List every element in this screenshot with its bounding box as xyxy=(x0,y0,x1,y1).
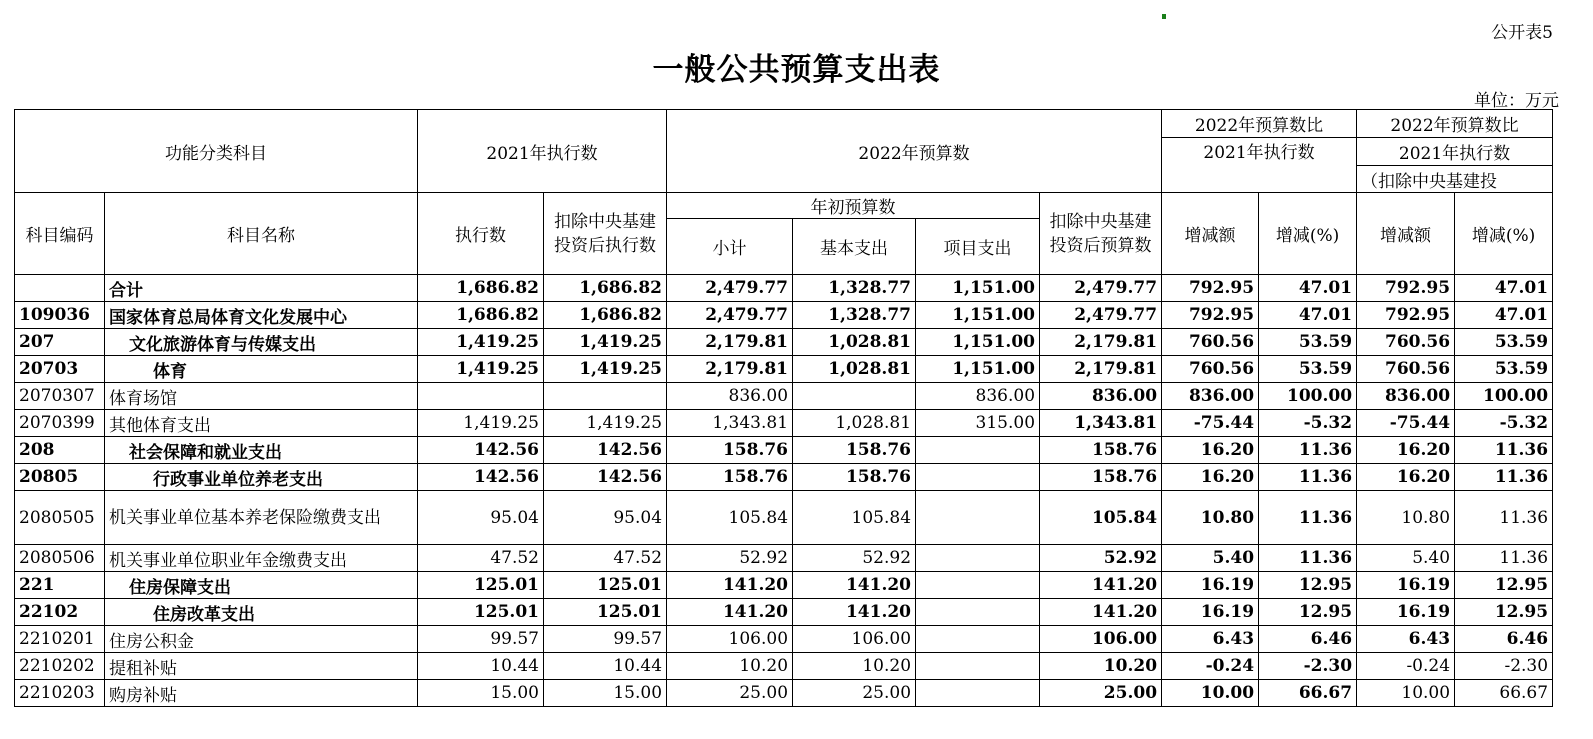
cell-exec-excl: 99.57 xyxy=(544,626,667,653)
cell-project xyxy=(916,545,1040,572)
cell-inc-amt-1: 16.19 xyxy=(1162,599,1259,626)
cell-basic: 25.00 xyxy=(793,680,916,707)
cell-exec-excl: 125.01 xyxy=(544,599,667,626)
cell-name: 其他体育支出 xyxy=(105,410,418,437)
cell-exec-excl: 1,419.25 xyxy=(544,329,667,356)
header-inc-pct-2: 增减(%) xyxy=(1455,193,1553,275)
cell-inc-amt-2: -75.44 xyxy=(1357,410,1455,437)
cell-inc-amt-2: 760.56 xyxy=(1357,329,1455,356)
header-inc-amt-2: 增减额 xyxy=(1357,193,1455,275)
cell-inc-pct-2: 47.01 xyxy=(1455,275,1553,302)
cell-budget-excl: 2,179.81 xyxy=(1040,356,1162,383)
cell-exec: 1,419.25 xyxy=(418,356,544,383)
cell-inc-pct-2: 47.01 xyxy=(1455,302,1553,329)
cell-inc-pct-1: 12.95 xyxy=(1259,572,1357,599)
cell-exec: 99.57 xyxy=(418,626,544,653)
cell-name: 社会保障和就业支出 xyxy=(105,437,418,464)
cell-inc-amt-2: 16.20 xyxy=(1357,464,1455,491)
cell-inc-pct-1: 47.01 xyxy=(1259,302,1357,329)
cell-exec: 1,419.25 xyxy=(418,410,544,437)
cell-project: 1,151.00 xyxy=(916,275,1040,302)
cell-name: 住房保障支出 xyxy=(105,572,418,599)
cell-budget-excl: 158.76 xyxy=(1040,437,1162,464)
cell-inc-pct-1: 12.95 xyxy=(1259,599,1357,626)
cell-budget-excl: 52.92 xyxy=(1040,545,1162,572)
cell-budget-excl: 106.00 xyxy=(1040,626,1162,653)
cell-subtotal: 158.76 xyxy=(667,464,793,491)
cell-name: 机关事业单位职业年金缴费支出 xyxy=(105,545,418,572)
cell-code: 22102 xyxy=(15,599,105,626)
cell-name: 合计 xyxy=(105,275,418,302)
cell-exec: 1,686.82 xyxy=(418,275,544,302)
cell-inc-amt-1: -0.24 xyxy=(1162,653,1259,680)
table-row xyxy=(15,383,1553,410)
header-compare1-line1: 2022年预算数比 xyxy=(1162,110,1357,138)
cell-inc-pct-1: 53.59 xyxy=(1259,329,1357,356)
table-row xyxy=(15,653,1553,680)
cell-inc-pct-1: -5.32 xyxy=(1259,410,1357,437)
cell-subtotal: 2,179.81 xyxy=(667,329,793,356)
cell-code: 2070307 xyxy=(15,383,105,410)
cell-basic: 1,328.77 xyxy=(793,302,916,329)
cell-exec: 1,686.82 xyxy=(418,302,544,329)
cell-name: 体育场馆 xyxy=(105,383,418,410)
cell-exec xyxy=(418,383,544,410)
cell-inc-pct-1: 100.00 xyxy=(1259,383,1357,410)
cell-basic: 1,028.81 xyxy=(793,410,916,437)
cell-code: 221 xyxy=(15,572,105,599)
cell-inc-amt-1: 792.95 xyxy=(1162,302,1259,329)
cell-inc-amt-2: 10.00 xyxy=(1357,680,1455,707)
table-row xyxy=(15,491,1553,545)
cell-inc-pct-2: 53.59 xyxy=(1455,356,1553,383)
table-row xyxy=(15,356,1553,383)
cell-subtotal: 1,343.81 xyxy=(667,410,793,437)
cell-subtotal: 105.84 xyxy=(667,491,793,545)
cell-exec: 142.56 xyxy=(418,437,544,464)
cell-project xyxy=(916,437,1040,464)
cell-project xyxy=(916,680,1040,707)
header-basic: 基本支出 xyxy=(793,219,916,275)
cell-name: 住房公积金 xyxy=(105,626,418,653)
cell-inc-pct-2: 11.36 xyxy=(1455,545,1553,572)
cell-inc-pct-2: 12.95 xyxy=(1455,599,1553,626)
cell-exec-excl: 1,686.82 xyxy=(544,275,667,302)
cell-budget-excl: 141.20 xyxy=(1040,572,1162,599)
cell-exec-excl: 15.00 xyxy=(544,680,667,707)
cell-inc-amt-1: 6.43 xyxy=(1162,626,1259,653)
page-title: 一般公共预算支出表 xyxy=(652,52,941,88)
cell-code: 2070399 xyxy=(15,410,105,437)
table-row xyxy=(15,302,1553,329)
cell-subtotal: 52.92 xyxy=(667,545,793,572)
cell-subtotal: 141.20 xyxy=(667,572,793,599)
cell-inc-pct-2: 6.46 xyxy=(1455,626,1553,653)
cell-exec: 95.04 xyxy=(418,491,544,545)
header-name: 科目名称 xyxy=(105,193,418,275)
cell-inc-amt-2: 10.80 xyxy=(1357,491,1455,545)
cell-inc-amt-1: 10.00 xyxy=(1162,680,1259,707)
table-row xyxy=(15,572,1553,599)
cell-inc-amt-2: 760.56 xyxy=(1357,356,1455,383)
cell-exec: 125.01 xyxy=(418,599,544,626)
table-row xyxy=(15,626,1553,653)
header-compare1-line2: 2021年执行数 xyxy=(1162,138,1357,193)
cell-exec: 47.52 xyxy=(418,545,544,572)
cell-exec-excl: 1,419.25 xyxy=(544,356,667,383)
cell-inc-amt-1: 760.56 xyxy=(1162,356,1259,383)
cell-inc-pct-2: -5.32 xyxy=(1455,410,1553,437)
cell-name: 行政事业单位养老支出 xyxy=(105,464,418,491)
cell-inc-amt-1: 16.19 xyxy=(1162,572,1259,599)
cell-budget-excl: 1,343.81 xyxy=(1040,410,1162,437)
cell-budget-excl: 2,479.77 xyxy=(1040,302,1162,329)
cell-inc-amt-1: -75.44 xyxy=(1162,410,1259,437)
cell-basic xyxy=(793,383,916,410)
cell-inc-amt-2: 836.00 xyxy=(1357,383,1455,410)
cell-inc-amt-1: 5.40 xyxy=(1162,545,1259,572)
green-corner-mark xyxy=(1162,14,1166,19)
cell-exec: 1,419.25 xyxy=(418,329,544,356)
table-row xyxy=(15,680,1553,707)
cell-inc-amt-2: 16.19 xyxy=(1357,599,1455,626)
cell-code xyxy=(15,275,105,302)
cell-exec-excl: 1,419.25 xyxy=(544,410,667,437)
cell-subtotal: 25.00 xyxy=(667,680,793,707)
cell-inc-pct-1: 47.01 xyxy=(1259,275,1357,302)
table-row xyxy=(15,437,1553,464)
cell-exec-excl: 142.56 xyxy=(544,464,667,491)
cell-project: 1,151.00 xyxy=(916,329,1040,356)
cell-basic: 158.76 xyxy=(793,437,916,464)
table-row xyxy=(15,329,1553,356)
cell-name: 机关事业单位基本养老保险缴费支出 xyxy=(105,491,418,545)
header-inc-pct-1: 增减(%) xyxy=(1259,193,1357,275)
header-initial-budget: 年初预算数 xyxy=(667,193,1040,219)
header-func-category: 功能分类科目 xyxy=(15,110,418,193)
cell-budget-excl: 10.20 xyxy=(1040,653,1162,680)
cell-code: 208 xyxy=(15,437,105,464)
cell-basic: 141.20 xyxy=(793,572,916,599)
cell-inc-amt-1: 792.95 xyxy=(1162,275,1259,302)
cell-subtotal: 2,179.81 xyxy=(667,356,793,383)
cell-code: 20805 xyxy=(15,464,105,491)
public-table-label: 公开表5 xyxy=(1491,23,1553,43)
cell-subtotal: 2,479.77 xyxy=(667,302,793,329)
table-row xyxy=(15,599,1553,626)
cell-name: 体育 xyxy=(105,356,418,383)
header-inc-amt-1: 增减额 xyxy=(1162,193,1259,275)
cell-budget-excl: 105.84 xyxy=(1040,491,1162,545)
cell-inc-pct-1: 11.36 xyxy=(1259,491,1357,545)
cell-project xyxy=(916,626,1040,653)
cell-name: 提租补贴 xyxy=(105,653,418,680)
cell-project: 1,151.00 xyxy=(916,356,1040,383)
header-subtotal: 小计 xyxy=(667,219,793,275)
cell-basic: 1,328.77 xyxy=(793,275,916,302)
cell-inc-pct-2: 66.67 xyxy=(1455,680,1553,707)
cell-inc-amt-2: -0.24 xyxy=(1357,653,1455,680)
cell-exec-excl xyxy=(544,383,667,410)
cell-inc-pct-1: 11.36 xyxy=(1259,464,1357,491)
cell-inc-amt-2: 5.40 xyxy=(1357,545,1455,572)
cell-name: 住房改革支出 xyxy=(105,599,418,626)
cell-inc-pct-2: -2.30 xyxy=(1455,653,1553,680)
header-compare2-line1: 2022年预算数比 xyxy=(1357,110,1553,138)
table-row xyxy=(15,275,1553,302)
cell-basic: 105.84 xyxy=(793,491,916,545)
cell-inc-pct-1: 53.59 xyxy=(1259,356,1357,383)
cell-inc-amt-2: 792.95 xyxy=(1357,275,1455,302)
cell-project xyxy=(916,599,1040,626)
cell-basic: 158.76 xyxy=(793,464,916,491)
cell-code: 2210203 xyxy=(15,680,105,707)
cell-inc-pct-1: 6.46 xyxy=(1259,626,1357,653)
cell-project: 836.00 xyxy=(916,383,1040,410)
cell-code: 109036 xyxy=(15,302,105,329)
cell-exec: 15.00 xyxy=(418,680,544,707)
header-exec-2021: 2021年执行数 xyxy=(418,110,667,193)
cell-code: 2210201 xyxy=(15,626,105,653)
cell-project: 1,151.00 xyxy=(916,302,1040,329)
header-exec-excl: 扣除中央基建投资后执行数 xyxy=(544,193,667,275)
header-compare2-line2: 2021年执行数 xyxy=(1357,138,1553,166)
cell-budget-excl: 25.00 xyxy=(1040,680,1162,707)
cell-inc-amt-1: 10.80 xyxy=(1162,491,1259,545)
cell-code: 20703 xyxy=(15,356,105,383)
cell-budget-excl: 158.76 xyxy=(1040,464,1162,491)
cell-inc-pct-2: 12.95 xyxy=(1455,572,1553,599)
cell-exec: 142.56 xyxy=(418,464,544,491)
cell-exec-excl: 47.52 xyxy=(544,545,667,572)
cell-name: 文化旅游体育与传媒支出 xyxy=(105,329,418,356)
unit-label: 单位：万元 xyxy=(1474,91,1559,111)
cell-exec-excl: 142.56 xyxy=(544,437,667,464)
table-row xyxy=(15,410,1553,437)
header-compare2-line3: （扣除中央基建投 xyxy=(1357,166,1553,193)
cell-inc-amt-2: 6.43 xyxy=(1357,626,1455,653)
cell-basic: 106.00 xyxy=(793,626,916,653)
cell-inc-amt-2: 16.19 xyxy=(1357,572,1455,599)
header-budget-2022: 2022年预算数 xyxy=(667,110,1162,193)
cell-exec-excl: 1,686.82 xyxy=(544,302,667,329)
cell-exec: 125.01 xyxy=(418,572,544,599)
cell-budget-excl: 836.00 xyxy=(1040,383,1162,410)
cell-basic: 10.20 xyxy=(793,653,916,680)
cell-code: 207 xyxy=(15,329,105,356)
header-project: 项目支出 xyxy=(916,219,1040,275)
budget-table xyxy=(14,109,1553,707)
cell-subtotal: 141.20 xyxy=(667,599,793,626)
cell-project: 315.00 xyxy=(916,410,1040,437)
cell-budget-excl: 141.20 xyxy=(1040,599,1162,626)
header-exec: 执行数 xyxy=(418,193,544,275)
cell-project xyxy=(916,572,1040,599)
cell-inc-amt-1: 16.20 xyxy=(1162,437,1259,464)
cell-inc-amt-1: 16.20 xyxy=(1162,464,1259,491)
cell-subtotal: 2,479.77 xyxy=(667,275,793,302)
cell-basic: 141.20 xyxy=(793,599,916,626)
cell-inc-pct-2: 11.36 xyxy=(1455,464,1553,491)
cell-basic: 1,028.81 xyxy=(793,329,916,356)
cell-inc-pct-2: 11.36 xyxy=(1455,491,1553,545)
cell-code: 2080505 xyxy=(15,491,105,545)
header-budget-excl: 扣除中央基建投资后预算数 xyxy=(1040,193,1162,275)
cell-exec-excl: 95.04 xyxy=(544,491,667,545)
cell-basic: 52.92 xyxy=(793,545,916,572)
cell-name: 购房补贴 xyxy=(105,680,418,707)
header-code: 科目编码 xyxy=(15,193,105,275)
cell-inc-pct-2: 53.59 xyxy=(1455,329,1553,356)
cell-exec: 10.44 xyxy=(418,653,544,680)
cell-inc-pct-2: 11.36 xyxy=(1455,437,1553,464)
cell-name: 国家体育总局体育文化发展中心 xyxy=(105,302,418,329)
cell-inc-amt-2: 792.95 xyxy=(1357,302,1455,329)
cell-code: 2080506 xyxy=(15,545,105,572)
table-row xyxy=(15,545,1553,572)
cell-inc-pct-1: 11.36 xyxy=(1259,437,1357,464)
cell-basic: 1,028.81 xyxy=(793,356,916,383)
cell-exec-excl: 10.44 xyxy=(544,653,667,680)
cell-inc-pct-1: 66.67 xyxy=(1259,680,1357,707)
cell-inc-amt-1: 760.56 xyxy=(1162,329,1259,356)
cell-project xyxy=(916,491,1040,545)
cell-inc-amt-2: 16.20 xyxy=(1357,437,1455,464)
cell-inc-pct-2: 100.00 xyxy=(1455,383,1553,410)
cell-inc-pct-1: 11.36 xyxy=(1259,545,1357,572)
cell-project xyxy=(916,653,1040,680)
cell-code: 2210202 xyxy=(15,653,105,680)
cell-project xyxy=(916,464,1040,491)
table-row xyxy=(15,464,1553,491)
cell-subtotal: 10.20 xyxy=(667,653,793,680)
cell-subtotal: 106.00 xyxy=(667,626,793,653)
cell-budget-excl: 2,479.77 xyxy=(1040,275,1162,302)
cell-budget-excl: 2,179.81 xyxy=(1040,329,1162,356)
cell-exec-excl: 125.01 xyxy=(544,572,667,599)
cell-inc-pct-1: -2.30 xyxy=(1259,653,1357,680)
cell-inc-amt-1: 836.00 xyxy=(1162,383,1259,410)
cell-subtotal: 836.00 xyxy=(667,383,793,410)
cell-subtotal: 158.76 xyxy=(667,437,793,464)
